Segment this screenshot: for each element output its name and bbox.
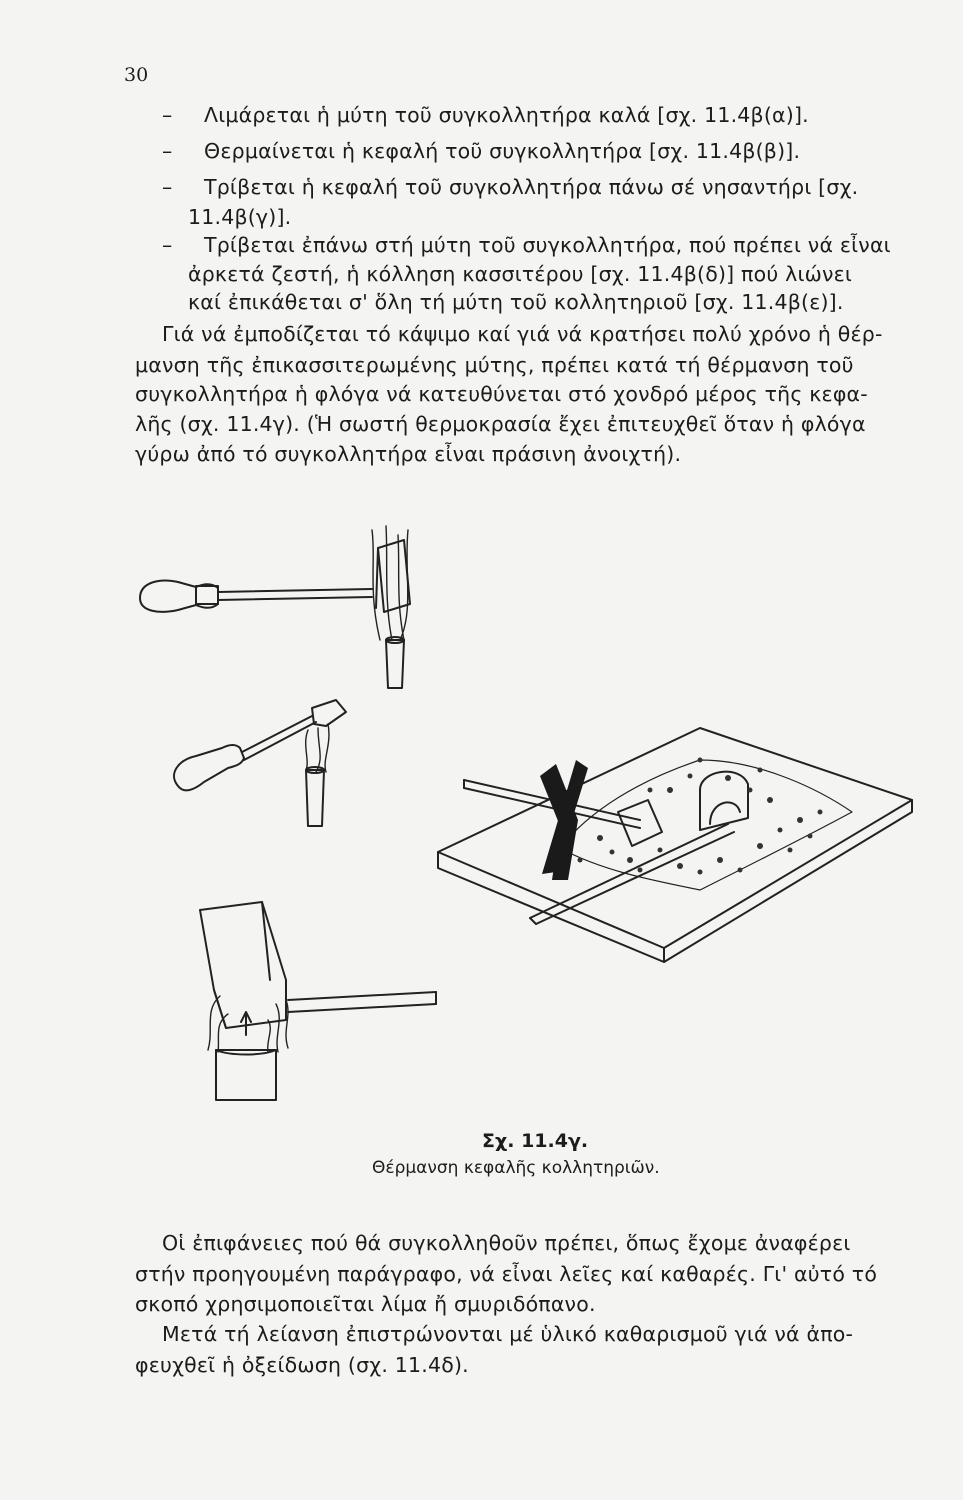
paragraph-line: γύρω ἀπό τό συγκολλητήρα εἶναι πράσινη ἀνοιχτή).: [135, 442, 682, 466]
paragraph-line: σκοπό χρησιμοποιεῖται λίμα ἤ σμυριδόπανο.: [135, 1292, 596, 1316]
list-item-4: – Τρίβεται ἐπάνω στή μύτη τοῦ συγκολλητήρα, πού πρέπει νά εἶναι: [162, 233, 891, 257]
soldering-iron-diagonal-head: [312, 700, 346, 726]
figure-number: Σχ. 11.4γ.: [482, 1130, 589, 1152]
paragraph-line: συγκολλητήρα ἡ φλόγα νά κατευθύνεται στό χονδρό μέρος τῆς κεφα-: [135, 382, 868, 406]
soldering-iron-diagonal-handle: [174, 745, 244, 790]
soldering-iron-top-head: [378, 540, 410, 612]
paragraph-line: Μετά τή λείανση ἐπιστρώνονται μέ ὑλικό καθαρισμοῦ γιά νά ἀπο-: [162, 1322, 854, 1346]
paragraph-line: στήν προηγουμένη παράγραφο, νά εἶναι λεῖες καί καθαρές. Γι' αὐτό τό: [135, 1262, 878, 1286]
charcoal-tray: [438, 728, 912, 962]
paragraph-line: μανση τῆς ἐπικασσιτερωμένης μύτης, πρέπει κατά τή θέρμανση τοῦ: [135, 353, 854, 377]
figure-caption: Θέρμανση κεφαλῆς κολλητηριῶν.: [372, 1158, 660, 1178]
list-item-2: – Θερμαίνεται ἡ κεφαλή τοῦ συγκολλητήρα [σχ. 11.4β(β)].: [162, 139, 801, 163]
paragraph-line: φευχθεῖ ἡ ὀξείδωση (σχ. 11.4δ).: [135, 1353, 469, 1377]
soldering-iron-bottom-head: [200, 902, 286, 1028]
soldering-iron-top-handle: [140, 581, 218, 612]
list-item-4-cont: καί ἐπικάθεται σ' ὅλη τή μύτη τοῦ κολλητηριοῦ [σχ. 11.4β(ε)].: [188, 290, 844, 314]
page-number: 30: [124, 64, 149, 86]
list-item-4-cont: ἀρκετά ζεστή, ἡ κόλληση κασσιτέρου [σχ. 11.4β(δ)] πού λιώνει: [188, 262, 853, 286]
list-item-3-cont: 11.4β(γ)].: [188, 205, 292, 229]
paragraph-line: Οἱ ἐπιφάνειες πού θά συγκολληθοῦν πρέπει, ὅπως ἔχομε ἀναφέρει: [162, 1231, 851, 1255]
paragraph-line: Γιά νά ἐμποδίζεται τό κάψιμο καί γιά νά κρατήσει πολύ χρόνο ἡ θέρ-: [162, 322, 883, 346]
list-item-1: – Λιμάρεται ἡ μύτη τοῦ συγκολλητήρα καλά [σχ. 11.4β(α)].: [162, 103, 809, 127]
list-item-3: – Τρίβεται ἡ κεφαλή τοῦ συγκολλητήρα πάνω σέ νησαντήρι [σχ.: [162, 175, 859, 199]
paragraph-line: λῆς (σχ. 11.4γ). (Ἡ σωστή θερμοκρασία ἔχει ἐπιτευχθεῖ ὅταν ἡ φλόγα: [135, 412, 866, 436]
